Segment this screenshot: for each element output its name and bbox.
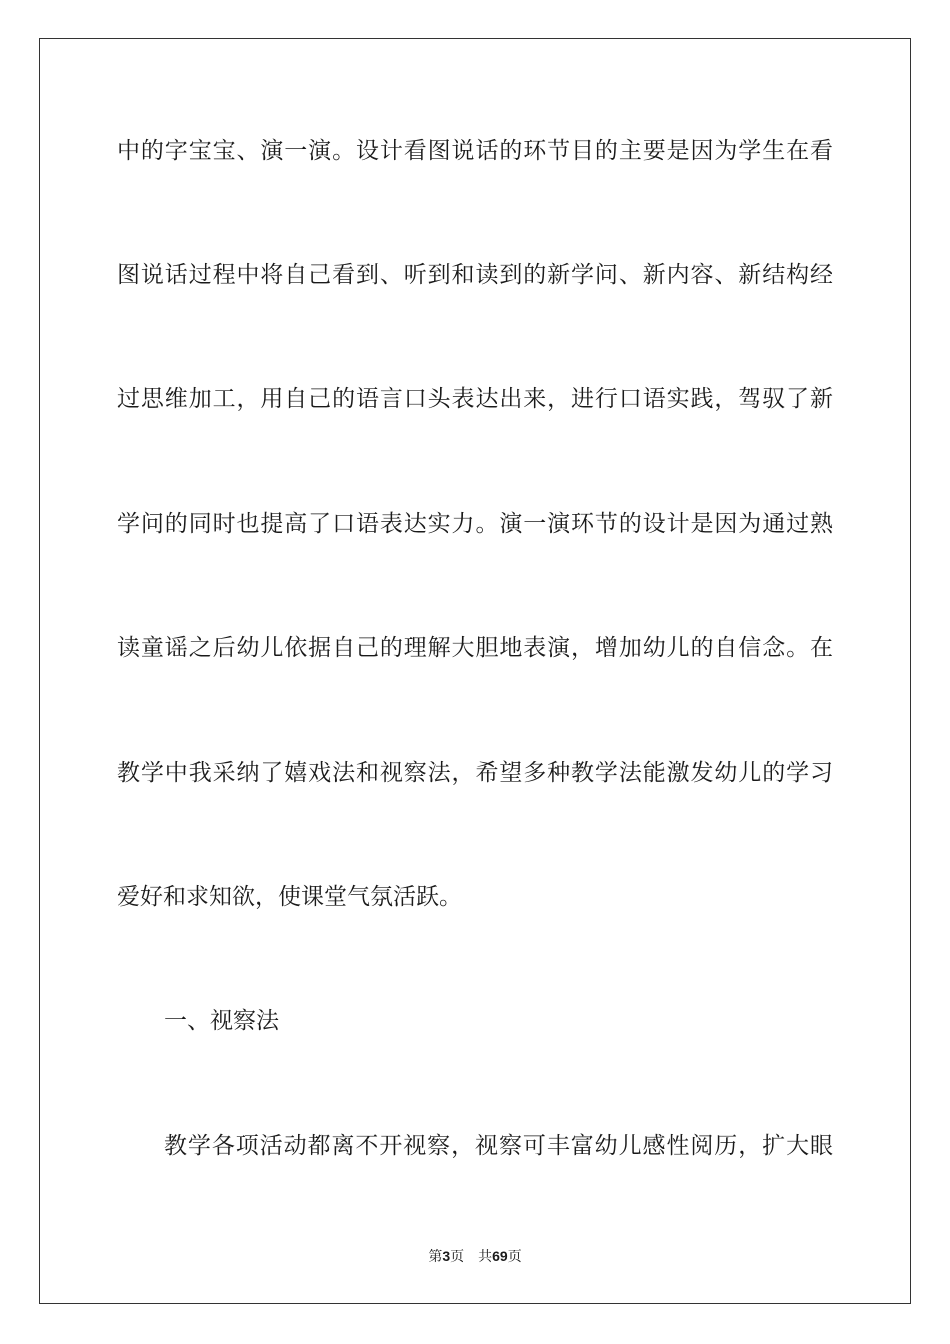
body-line-3: 过思维加工，用自己的语言口头表达出来，进行口语实践，驾驭了新 [117, 386, 833, 412]
footer-page-number: 3 [442, 1248, 451, 1264]
body-line-2: 图说话过程中将自己看到、听到和读到的新学问、新内容、新结构经 [117, 262, 833, 288]
paragraph-start: 教学各项活动都离不开视察，视察可丰富幼儿感性阅历，扩大眼 [164, 1133, 833, 1159]
footer-page-suffix: 页 [450, 1249, 465, 1265]
section-heading: 一、视察法 [164, 1008, 279, 1034]
footer-total-pages: 69 [492, 1248, 508, 1264]
page-footer [0, 1246, 950, 1267]
footer-total-suffix: 页 [507, 1249, 522, 1265]
footer-page-prefix: 第 [428, 1249, 443, 1265]
body-line-1: 中的字宝宝、演一演。设计看图说话的环节目的主要是因为学生在看 [117, 138, 833, 164]
footer-total-prefix: 共 [478, 1249, 493, 1265]
body-line-7: 爱好和求知欲，使课堂气氛活跃。 [117, 884, 462, 910]
page-border [39, 38, 911, 1304]
body-line-4: 学问的同时也提高了口语表达实力。演一演环节的设计是因为通过熟 [117, 511, 833, 537]
body-line-6: 教学中我采纳了嬉戏法和视察法，希望多种教学法能激发幼儿的学习 [117, 760, 833, 786]
body-line-5: 读童谣之后幼儿依据自己的理解大胆地表演，增加幼儿的自信念。在 [117, 635, 833, 661]
